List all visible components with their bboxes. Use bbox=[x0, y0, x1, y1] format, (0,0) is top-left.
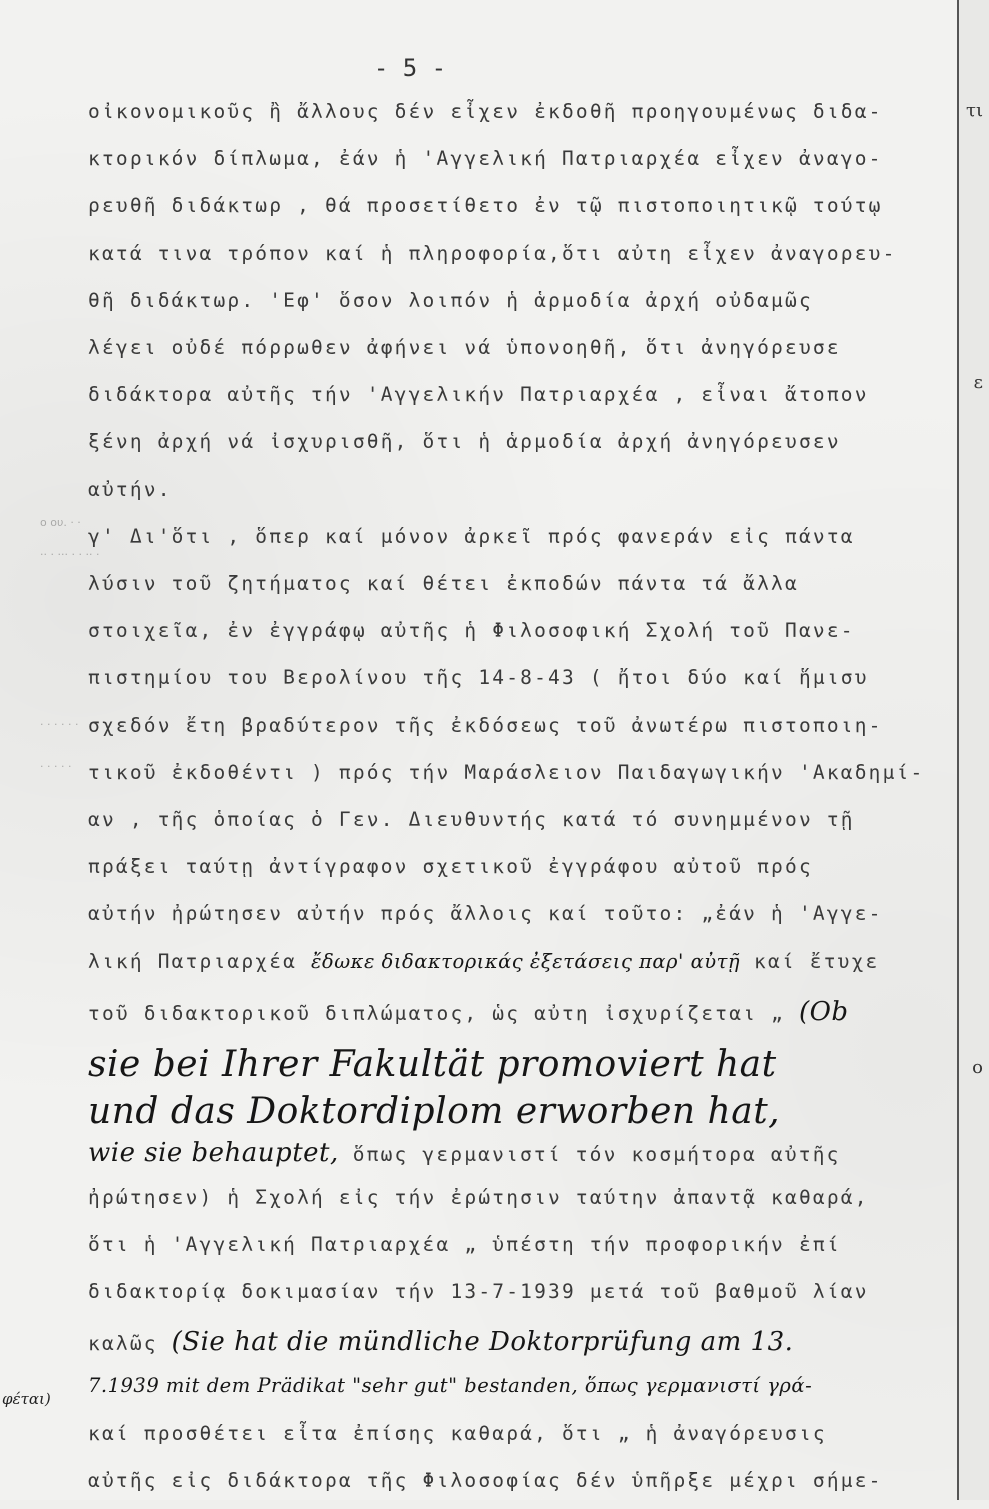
text-line bbox=[88, 100, 938, 140]
text-line bbox=[88, 761, 938, 801]
text-line bbox=[88, 1469, 938, 1509]
typed-segment: κτορικόν δίπλωμα, ἐάν ἡ 'Αγγελική Πατριαρχέα εἶχεν ἀναγο- bbox=[88, 147, 883, 171]
typed-segment: τοῦ διδακτορικοῦ διπλώματος, ὡς αὐτη ἰσχυρίζεται „ bbox=[88, 1001, 799, 1025]
typed-segment: ἠρώτησεν) ἡ Σχολή εἰς τήν ἐρώτησιν ταύτην ἀπαντᾷ καθαρά, bbox=[88, 1185, 869, 1209]
typed-segment: λική Πατριαρχέα bbox=[88, 949, 312, 973]
handwritten-insert: (Sie hat die mündliche Doktorprüfung am 13. bbox=[171, 1327, 794, 1358]
text-line bbox=[88, 950, 938, 990]
bleed-through-text: · · · · · bbox=[40, 760, 72, 773]
edge-mark: ε bbox=[973, 372, 983, 393]
typed-segment: τικοῦ ἐκδοθέντι ) πρός τήν Μαράσλειον Παιδαγωγικήν 'Ακαδημί- bbox=[88, 760, 925, 784]
typed-segment: γ' Δι'ὅτι , ὅπερ καί μόνον ἀρκεῖ πρός φανεράν εἰς πάντα bbox=[88, 524, 855, 548]
typed-segment: κατά τινα τρόπον καί ἡ πληροφορία,ὅτι αὐτη εἶχεν ἀναγορευ- bbox=[88, 241, 897, 265]
text-line bbox=[88, 1044, 938, 1084]
text-line bbox=[88, 997, 938, 1037]
typed-segment: ξένη ἀρχή νά ἰσχυρισθῆ, ὅτι ἡ ἁρμοδία ἀρχή ἀνηγόρευσεν bbox=[88, 430, 841, 454]
handwritten-insert: (Ob bbox=[798, 996, 849, 1027]
typed-segment: ρευθῆ διδάκτωρ , θά προσετίθετο ἐν τῷ πιστοποιητικῷ τούτῳ bbox=[88, 194, 883, 218]
bleed-through-text: · · · · · · bbox=[40, 718, 79, 731]
text-line bbox=[88, 1186, 938, 1226]
bleed-through-text: ·· · ··· · · ·· · bbox=[40, 548, 100, 561]
text-line bbox=[88, 666, 938, 706]
margin-note: φέται) bbox=[2, 1390, 51, 1408]
text-line bbox=[88, 1091, 938, 1131]
typed-segment: καλῶς bbox=[88, 1332, 172, 1356]
handwritten-insert: ἔδωκε διδακτορικάς ἐξετάσεις παρ' αὐτῇ bbox=[311, 949, 741, 973]
typed-segment: στοιχεῖα, ἐν ἐγγράφῳ αὐτῆς ἡ Φιλοσοφική Σχολή τοῦ Πανε- bbox=[88, 619, 855, 643]
text-line bbox=[88, 478, 938, 518]
text-line bbox=[88, 525, 938, 565]
text-line bbox=[88, 714, 938, 754]
text-line bbox=[88, 572, 938, 612]
typed-segment: θῆ διδάκτωρ. 'Εφ' ὅσον λοιπόν ἡ ἁρμοδία ἀρχή οὐδαμῶς bbox=[88, 288, 813, 312]
text-line bbox=[88, 1280, 938, 1320]
typed-segment: αὐτήν ἠρώτησεν αὐτήν πρός ἄλλοις καί τοῦτο: „ἐάν ἡ 'Αγγε- bbox=[88, 902, 883, 926]
text-line bbox=[88, 902, 938, 942]
text-line bbox=[88, 1422, 938, 1462]
text-line bbox=[88, 619, 938, 659]
text-line bbox=[88, 1233, 938, 1273]
text-line bbox=[88, 430, 938, 470]
typed-segment: διδακτορίᾳ δοκιμασίαν τήν 13-7-1939 μετά τοῦ βαθμοῦ λίαν bbox=[88, 1280, 869, 1303]
handwritten-insert: wie sie behauptet, bbox=[88, 1138, 339, 1169]
typed-segment: αν , τῆς ὁποίας ὁ Γεν. Διευθυντής κατά τό συνημμένον τῇ bbox=[88, 808, 855, 831]
typed-segment: διδάκτορα αὐτῆς τήν 'Αγγελικήν Πατριαρχέα , εἶναι ἄτοπον bbox=[88, 383, 869, 407]
typed-segment: ὅτι ἡ 'Αγγελική Πατριαρχέα „ ὑπέστη τήν προφορικήν ἐπί bbox=[88, 1232, 841, 1256]
typed-segment: λέγει οὐδέ πόρρωθεν ἀφήνει νά ὑπονοηθῆ, ὅτι ἀνηγόρευσε bbox=[88, 336, 841, 359]
text-line bbox=[88, 1138, 938, 1178]
text-line bbox=[88, 289, 938, 329]
page-number: - 5 - bbox=[373, 54, 447, 82]
text-line bbox=[88, 1374, 938, 1414]
bleed-through-text: ο ου. · · bbox=[40, 516, 81, 529]
text-line bbox=[88, 855, 938, 895]
typed-segment: οἰκονομικοῦς ἢ ἄλλους δέν εἶχεν ἐκδοθῆ προηγουμένως διδα- bbox=[88, 100, 883, 123]
text-line bbox=[88, 383, 938, 423]
handwritten-insert: und das Doktordiplom erworben hat, bbox=[88, 1091, 781, 1133]
edge-mark: τι bbox=[965, 100, 983, 121]
text-line bbox=[88, 336, 938, 376]
text-line bbox=[88, 147, 938, 187]
typed-segment: αὐτῆς εἰς διδάκτορα τῆς Φιλοσοφίας δέν ὑπῆρξε μέχρι σήμε- bbox=[88, 1468, 883, 1492]
text-line bbox=[88, 242, 938, 282]
handwritten-insert: 7.1939 mit dem Prädikat "sehr gut" bestanden, ὅπως γερμανιστί γρά- bbox=[88, 1374, 813, 1398]
text-line bbox=[88, 1327, 938, 1367]
typed-segment: αὐτήν. bbox=[88, 477, 172, 501]
typed-segment: λύσιν τοῦ ζητήματος καί θέτει ἐκποδών πάντα τά ἄλλα bbox=[88, 572, 799, 595]
text-line bbox=[88, 194, 938, 234]
typed-segment: καί προσθέτει εἶτα ἐπίσης καθαρά, ὅτι „ ἡ ἀναγόρευσις bbox=[88, 1421, 827, 1445]
typed-segment: σχεδόν ἔτη βραδύτερον τῆς ἐκδόσεως τοῦ ἀνωτέρω πιστοποιη- bbox=[88, 713, 883, 737]
typed-segment: ὅπως γερμανιστί τόν κοσμήτορα αὐτῆς bbox=[338, 1143, 841, 1167]
typed-segment: πράξει ταύτῃ ἀντίγραφον σχετικοῦ ἐγγράφου αὐτοῦ πρός bbox=[88, 855, 813, 879]
typed-segment: πιστημίου του Βερολίνου τῆς 14-8-43 ( ἤτοι δύο καί ἥμισυ bbox=[88, 666, 869, 690]
handwritten-insert: sie bei Ihrer Fakultät promoviert hat bbox=[88, 1044, 777, 1085]
text-line bbox=[88, 808, 938, 848]
edge-mark: ο bbox=[972, 1057, 983, 1078]
adjacent-page-edge bbox=[957, 0, 989, 1500]
typed-segment: καί ἔτυχε bbox=[740, 949, 880, 973]
